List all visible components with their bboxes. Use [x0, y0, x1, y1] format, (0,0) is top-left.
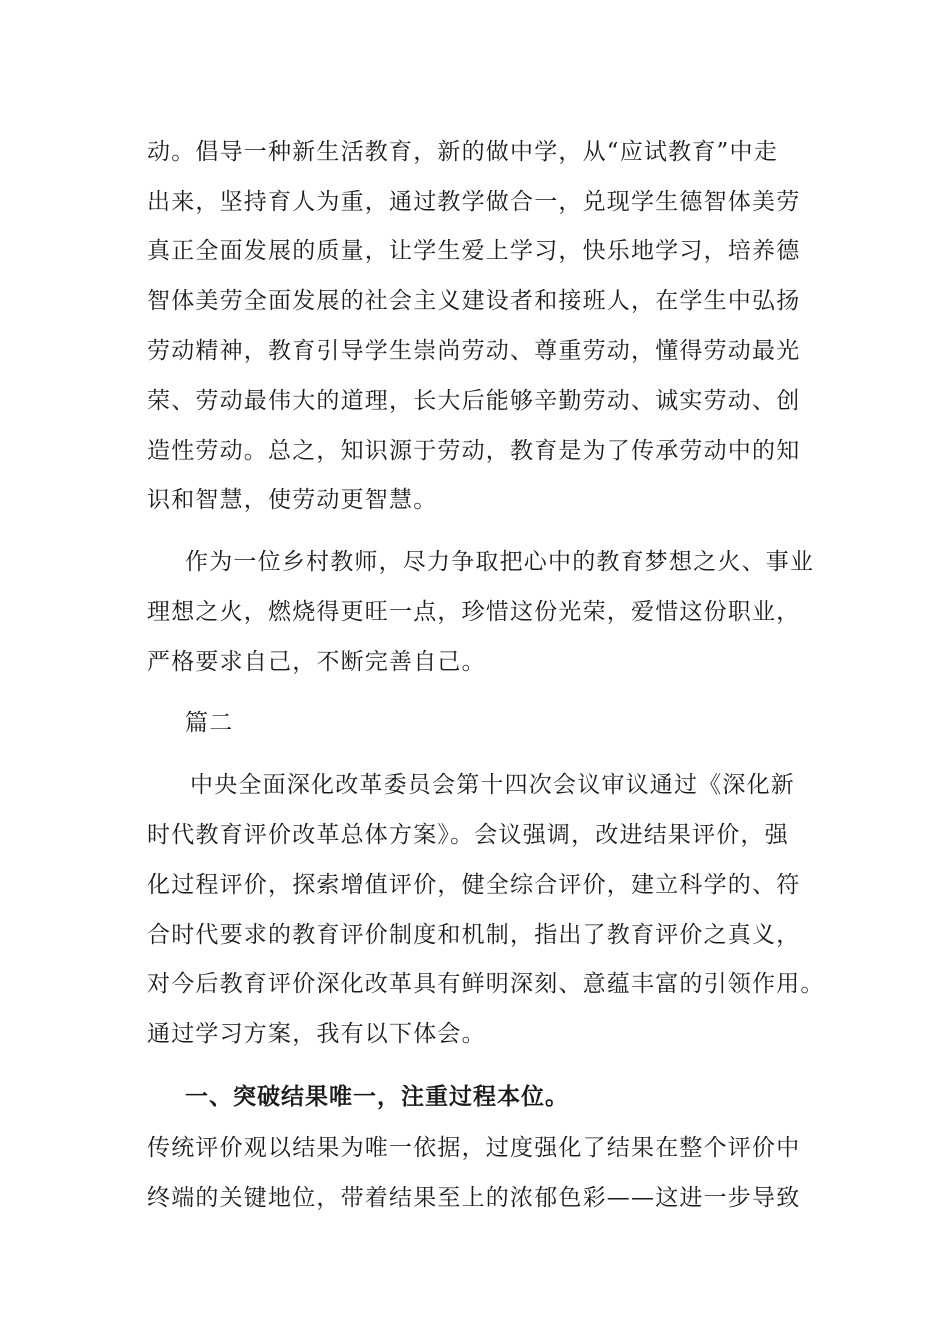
text-line: 识和智慧，使劳动更智慧。 [147, 487, 438, 513]
text-line: 通过学习方案，我有以下体会。 [147, 1021, 486, 1047]
text-line: 造性劳动。总之，知识源于劳动，教育是为了传承劳动中的知 [147, 438, 801, 464]
text-line: 出来，坚持育人为重，通过教学做合一，兑现学生德智体美劳 [147, 189, 801, 215]
section-label: 篇二 [185, 710, 234, 736]
text-line: 中央全面深化改革委员会第十四次会议审议通过《深化新 [190, 772, 795, 798]
text-line: 传统评价观以结果为唯一依据，过度强化了结果在整个评价中 [147, 1135, 801, 1161]
text-line: 合时代要求的教育评价制度和机制，指出了教育评价之真义， [147, 922, 801, 948]
text-line: 劳动精神，教育引导学生崇尚劳动、尊重劳动，懂得劳动最光 [147, 338, 801, 364]
text-line: 作为一位乡村教师，尽力争取把心中的教育梦想之火、事业 [185, 549, 815, 575]
text-line: 时代教育评价改革总体方案》。会议强调，改进结果评价，强 [147, 822, 789, 848]
text-line: 终端的关键地位，带着结果至上的浓郁色彩——这进一步导致 [147, 1185, 801, 1211]
text-line: 理想之火，燃烧得更旺一点，珍惜这份光荣，爱惜这份职业， [147, 599, 801, 625]
text-line: 动。倡导一种新生活教育，新的做中学，从“应试教育”中走 [147, 139, 778, 165]
section-heading: 一、突破结果唯一，注重过程本位。 [185, 1084, 569, 1110]
text-line: 化过程评价，探索增值评价，健全综合评价，建立科学的、符 [147, 872, 801, 898]
text-line: 严格要求自己，不断完善自己。 [147, 649, 486, 675]
text-line: 对今后教育评价深化改革具有鲜明深刻、意蕴丰富的引领作用。 [147, 971, 825, 997]
text-line: 荣、劳动最伟大的道理，长大后能够辛勤劳动、诚实劳动、创 [147, 388, 801, 414]
text-line: 智体美劳全面发展的社会主义建设者和接班人，在学生中弘扬 [147, 288, 801, 314]
text-line: 真正全面发展的质量，让学生爱上学习，快乐地学习，培养德 [147, 238, 801, 264]
